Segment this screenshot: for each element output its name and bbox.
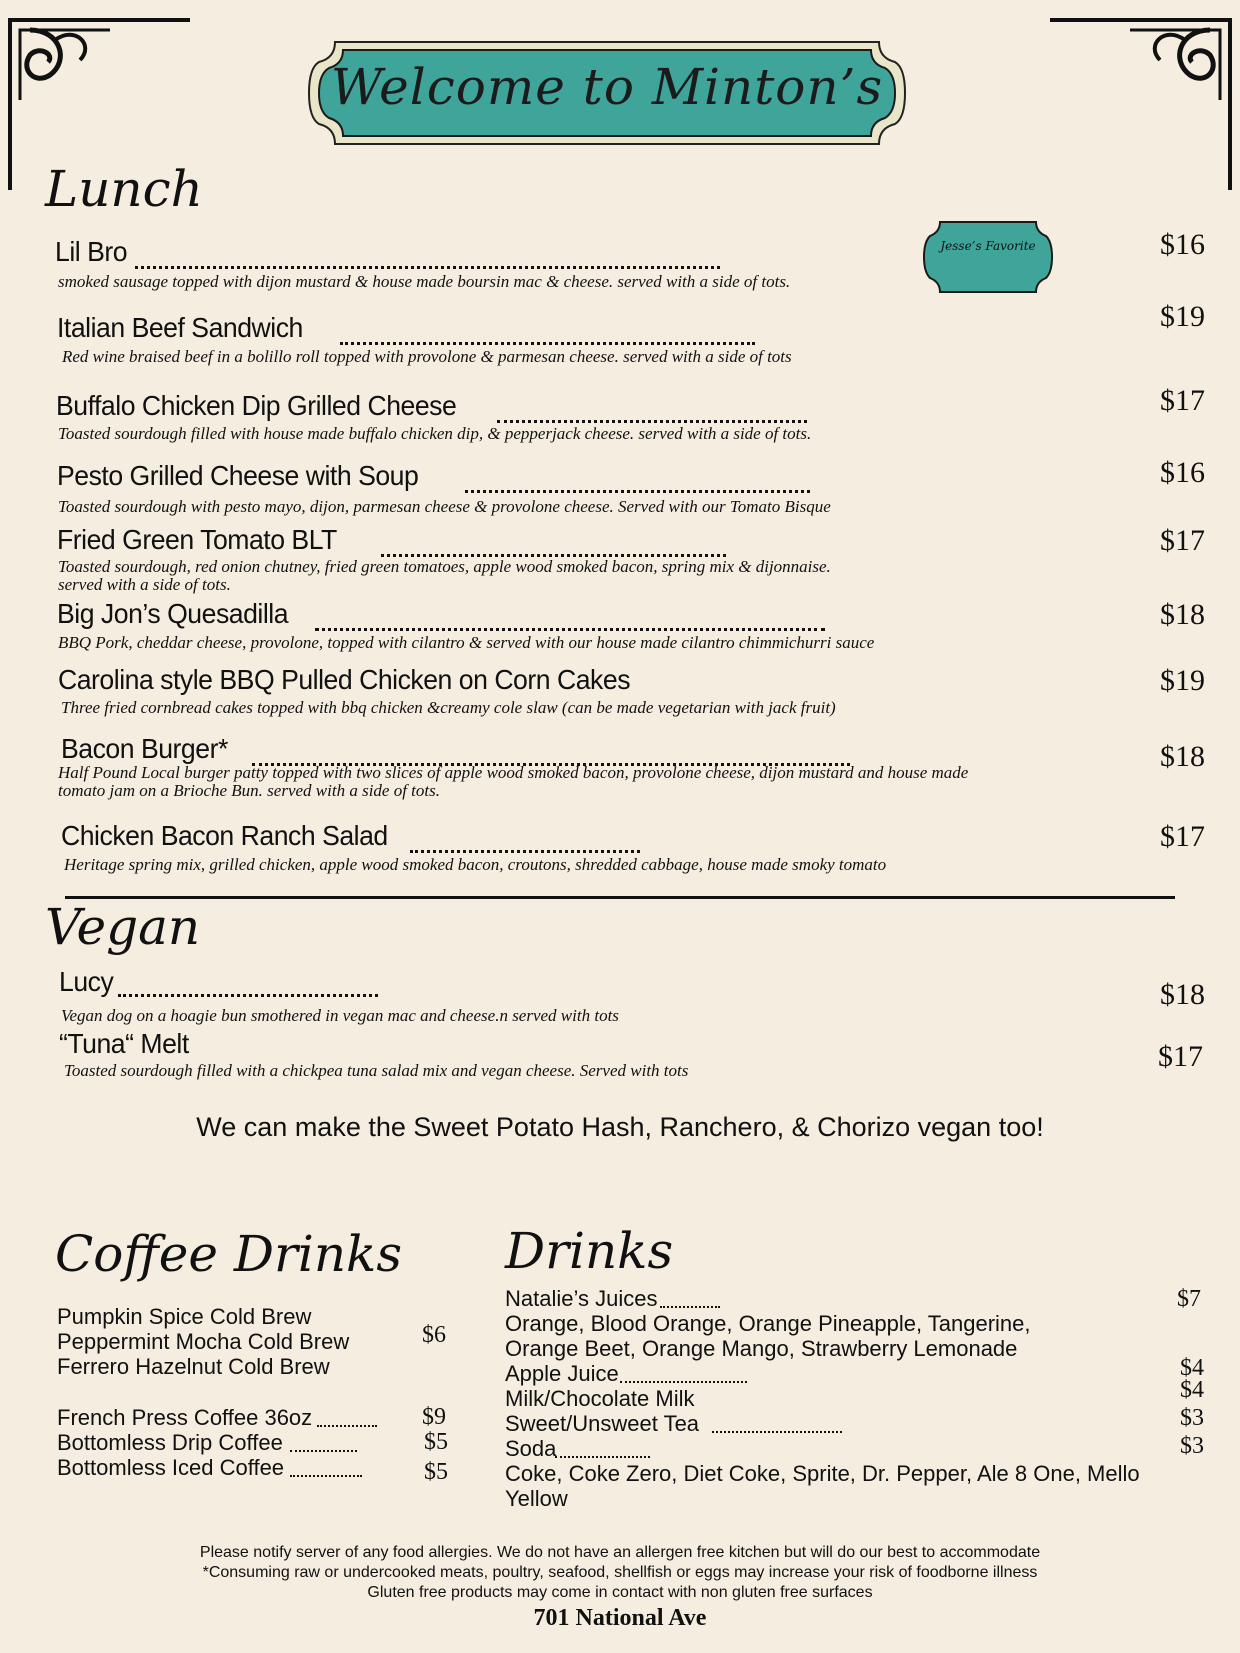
menu-item-price: $17 [1160,820,1205,853]
drinks-heading: Drinks [505,1222,674,1280]
menu-item-description: Toasted sourdough with pesto mayo, dijon, parmesan cheese & provolone cheese. Served with our Tomato Bisque [58,497,831,516]
drink-line: Yellow [505,1486,568,1511]
cold-brew-item: Peppermint Mocha Cold Brew [57,1329,350,1354]
dot-leader [660,1286,720,1308]
menu-item-description: Toasted sourdough, red onion chutney, fried green tomatoes, apple wood smoked bacon, spring mix & dijonnaise. [58,557,831,576]
vegan-note: We can make the Sweet Potato Hash, Ranchero, & Chorizo vegan too! [196,1112,1044,1142]
dot-leader [465,460,810,493]
menu-item-price: $17 [1160,384,1205,417]
menu-item-description: Toasted sourdough filled with a chickpea tuna salad mix and vegan cheese. Served with tots [64,1061,689,1080]
gluten-notice: Gluten free products may come in contact with non gluten free surfaces [367,1584,873,1601]
dot-leader [135,236,720,269]
drink-line: Coke, Coke Zero, Diet Coke, Sprite, Dr. Pepper, Ale 8 One, Mello [505,1461,1140,1486]
menu-item-description: Heritage spring mix, grilled chicken, apple wood smoked bacon, croutons, shredded cabbage, house made smoky tomato [64,855,887,874]
drink-line: Apple Juice [505,1361,619,1386]
dot-leader [620,1361,747,1383]
dot-leader [712,1411,842,1433]
menu-item-description: Vegan dog on a hoagie bun smothered in vegan mac and cheese.n served with tots [61,1006,619,1025]
dot-leader [252,733,850,766]
corner-ornament-top-right [1040,0,1240,200]
menu-item-price: $16 [1160,456,1205,489]
menu-item-name: Carolina style BBQ Pulled Chicken on Corn Cakes [58,664,631,695]
drink-price: $4 [1180,1355,1204,1381]
address: 701 National Ave [533,1605,707,1631]
coffee-item-name: Bottomless Drip Coffee [57,1430,283,1455]
cold-brew-item: Pumpkin Spice Cold Brew [57,1304,312,1329]
menu-item-price: $17 [1158,1040,1203,1073]
menu-item-price: $19 [1160,300,1205,333]
menu-item-description: BBQ Pork, cheddar cheese, provolone, topped with cilantro & served with our house made cilantro chimmichurri sauce [58,633,875,652]
menu-item-price: $18 [1160,740,1205,773]
menu-item-name: Italian Beef Sandwich [57,312,303,343]
menu-item-name: Lucy [59,966,114,997]
raw-food-notice: *Consuming raw or undercooked meats, poultry, seafood, shellfish or eggs may increase your risk of foodborne illness [202,1564,1038,1581]
dot-leader [290,1430,357,1452]
dot-leader [381,524,726,557]
favorite-badge [922,218,1054,296]
coffee-item-price: $5 [424,1459,448,1485]
drink-line: Sweet/Unsweet Tea [505,1411,700,1436]
menu-item-description: Toasted sourdough filled with house made buffalo chicken dip, & pepperjack cheese. served with a side of tots. [58,424,812,443]
drink-price: $3 [1180,1433,1204,1459]
dot-leader [340,312,755,345]
menu-item-name: Lil Bro [55,236,128,267]
menu-item-name: Big Jon’s Quesadilla [57,598,289,629]
menu-item-description: Three fried cornbread cakes topped with bbq chicken &creamy cole slaw (can be made vegetarian with jack fruit) [61,698,836,717]
coffee-item-name: French Press Coffee 36oz [57,1405,313,1430]
dot-leader [555,1436,650,1458]
section-divider [65,896,1175,899]
menu-item-name: Chicken Bacon Ranch Salad [61,820,388,851]
menu-item-price: $17 [1160,524,1205,557]
coffee-item-name: Bottomless Iced Coffee [57,1455,285,1480]
drink-line: Soda [505,1436,557,1461]
dot-leader [410,820,640,853]
menu-item-price: $18 [1160,598,1205,631]
drink-line: Milk/Chocolate Milk [505,1386,695,1411]
allergy-notice: Please notify server of any food allergies. We do not have an allergen free kitchen but will do our best to accommodate [199,1544,1041,1561]
cold-brew-item: Ferrero Hazelnut Cold Brew [57,1354,330,1379]
menu-item-description-continued: tomato jam on a Brioche Bun. served with a side of tots. [58,781,440,800]
page-title: Welcome to Minton’s [330,58,884,116]
menu-item-description-continued: served with a side of tots. [58,575,231,594]
favorite-badge-label: Jesse’s Favorite [940,239,1036,253]
dot-leader [497,390,807,423]
coffee-item-price: $5 [424,1429,448,1455]
drink-price: $4 [1180,1377,1204,1403]
menu-item-description: smoked sausage topped with dijon mustard & house made boursin mac & cheese. served with a side of tots. [58,272,791,291]
coffee-item-price: $9 [422,1404,446,1430]
menu-item-price: $18 [1160,978,1205,1011]
menu-item-name: Buffalo Chicken Dip Grilled Cheese [56,390,457,421]
lunch-heading: Lunch [45,160,203,218]
coffee-heading: Coffee Drinks [55,1225,402,1283]
menu-item-description: Red wine braised beef in a bolillo roll topped with provolone & parmesan cheese. served with a side of tots [62,347,792,366]
drink-price: $3 [1180,1405,1204,1431]
drink-line: Orange Beet, Orange Mango, Strawberry Lemonade [505,1336,1018,1361]
vegan-heading: Vegan [45,898,201,956]
dot-leader [118,966,378,997]
menu-item-price: $19 [1160,664,1205,697]
menu-item-price: $16 [1160,228,1205,261]
menu-item-name: Fried Green Tomato BLT [57,524,337,555]
menu-item-name: Bacon Burger* [61,733,228,764]
menu-item-name: “Tuna“ Melt [59,1028,189,1059]
dot-leader [315,598,825,631]
dot-leader [290,1455,362,1477]
drink-price: $7 [1177,1286,1201,1312]
dot-leader [317,1405,377,1427]
drink-line: Orange, Blood Orange, Orange Pineapple, Tangerine, [505,1311,1031,1336]
cold-brew-price: $6 [422,1322,446,1348]
menu-item-description: Half Pound Local burger patty topped with two slices of apple wood smoked bacon, provolone cheese, dijon mustard and house made [58,763,969,782]
menu-item-name: Pesto Grilled Cheese with Soup [57,460,419,491]
drink-line: Natalie’s Juices [505,1286,658,1311]
